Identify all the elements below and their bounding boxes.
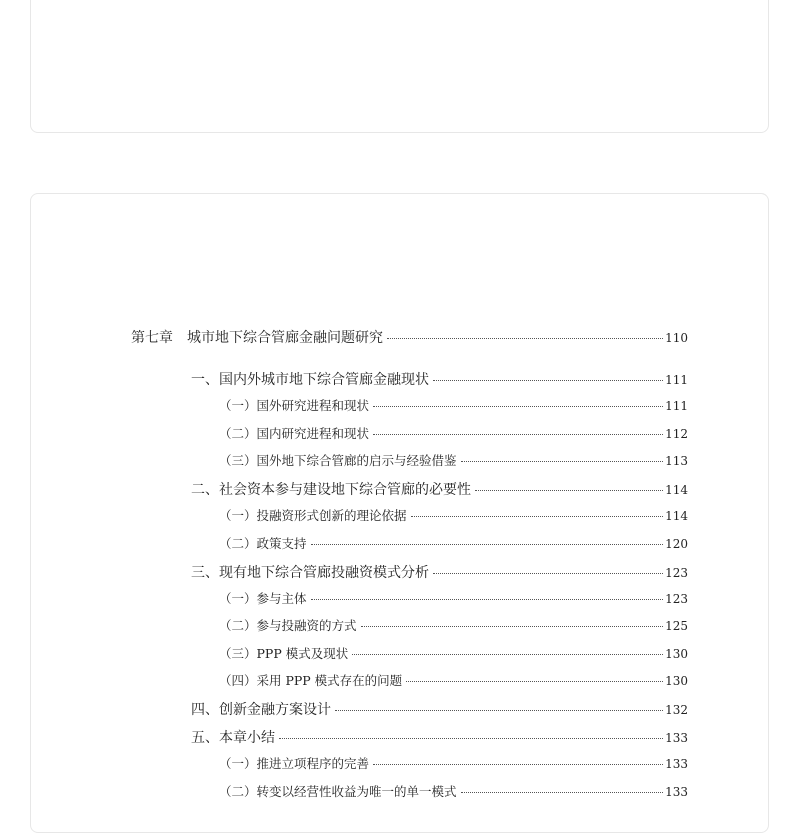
- dot-leader: [352, 654, 663, 655]
- dot-leader: [311, 599, 664, 600]
- entry-label: 二、社会资本参与建设地下综合管廊的必要性: [191, 482, 471, 498]
- chapter-number: 第七章: [131, 330, 173, 346]
- toc-section-entry[interactable]: [191, 369, 688, 389]
- dot-leader: [411, 516, 664, 517]
- page-number: 123: [665, 566, 688, 580]
- entry-label: （一）国外研究进程和现状: [219, 398, 370, 413]
- dot-leader: [461, 461, 664, 462]
- dot-leader: [475, 490, 663, 491]
- toc-subsection-entry[interactable]: [219, 616, 688, 634]
- entry-label: （一）参与主体: [219, 591, 307, 606]
- page-number: 120: [665, 537, 688, 551]
- toc-section-entry[interactable]: [191, 699, 688, 719]
- entry-label: （一）投融资形式创新的理论依据: [219, 508, 407, 523]
- entry-label: （二）参与投融资的方式: [219, 618, 357, 633]
- dot-leader: [373, 764, 663, 765]
- toc-subsection-entry[interactable]: [219, 671, 688, 689]
- dot-leader: [433, 573, 663, 574]
- dot-leader: [361, 626, 664, 627]
- entry-label: 三、现有地下综合管廊投融资模式分析: [191, 565, 429, 581]
- dot-leader: [433, 380, 663, 381]
- toc-subsection-entry[interactable]: [219, 424, 688, 442]
- toc-subsection-entry[interactable]: [219, 589, 688, 607]
- entry-label: （三）PPP 模式及现状: [219, 646, 349, 661]
- toc-section-entry[interactable]: [191, 479, 688, 499]
- previous-page-card: [30, 0, 769, 133]
- page-number: 111: [665, 399, 688, 413]
- dot-leader: [279, 738, 663, 739]
- entry-label: 五、本章小结: [191, 730, 275, 746]
- dot-leader: [335, 710, 663, 711]
- page-number: 133: [665, 757, 688, 771]
- toc-section-entry[interactable]: [191, 562, 688, 582]
- dot-leader: [387, 338, 663, 339]
- page-number: 133: [665, 785, 688, 799]
- page-number: 112: [665, 427, 688, 441]
- toc-subsection-entry[interactable]: [219, 644, 688, 662]
- toc-page-card: [30, 193, 769, 833]
- toc-subsection-entry[interactable]: [219, 534, 688, 552]
- entry-label: 一、国内外城市地下综合管廊金融现状: [191, 372, 429, 388]
- entry-label: （二）国内研究进程和现状: [219, 426, 370, 441]
- page-number: 130: [665, 647, 688, 661]
- dot-leader: [461, 792, 664, 793]
- dot-leader: [311, 544, 664, 545]
- dot-leader: [373, 434, 663, 435]
- entry-label: （一）推进立项程序的完善: [219, 756, 370, 771]
- entry-label: （二）政策支持: [219, 536, 307, 551]
- entry-label: （四）采用 PPP 模式存在的问题: [219, 673, 403, 688]
- page-number: 114: [665, 483, 688, 497]
- page-number: 114: [665, 509, 688, 523]
- toc-subsection-entry[interactable]: [219, 396, 688, 414]
- page-number: 123: [665, 592, 688, 606]
- dot-leader: [406, 681, 663, 682]
- chapter-title: 城市地下综合管廊金融问题研究: [187, 330, 383, 346]
- toc-chapter-entry[interactable]: [131, 327, 688, 347]
- page-number: 130: [665, 674, 688, 688]
- page-number: 111: [665, 373, 688, 387]
- entry-label: 四、创新金融方案设计: [191, 702, 331, 718]
- dot-leader: [373, 406, 663, 407]
- entry-label: （三）国外地下综合管廊的启示与经验借鉴: [219, 453, 457, 468]
- toc-subsection-entry[interactable]: [219, 754, 688, 772]
- toc-section-entry[interactable]: [191, 727, 688, 747]
- entry-label: （二）转变以经营性收益为唯一的单一模式: [219, 784, 457, 799]
- toc-subsection-entry[interactable]: [219, 451, 688, 469]
- page-number: 113: [665, 454, 688, 468]
- page-number: 133: [665, 731, 688, 745]
- page-number: 125: [665, 619, 688, 633]
- page-number: 110: [665, 331, 688, 345]
- toc-subsection-entry[interactable]: [219, 782, 688, 800]
- page-number: 132: [665, 703, 688, 717]
- toc-subsection-entry[interactable]: [219, 506, 688, 524]
